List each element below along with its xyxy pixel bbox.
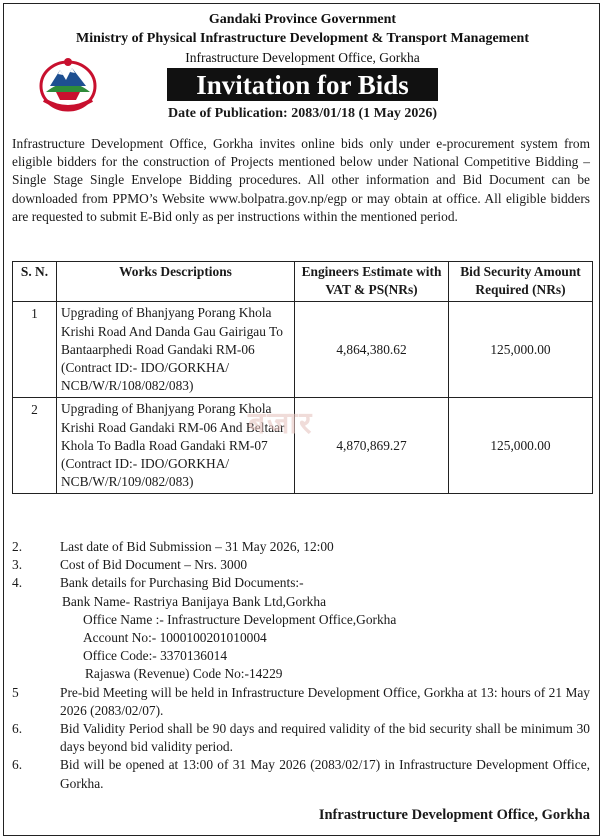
conditions-list — [12, 538, 590, 793]
list-item — [12, 720, 590, 756]
item-text: Pre-bid Meeting will be held in Infrastructure Development Office, Gorkha at 13: hours of 21 May 2026 (2083/02/07). — [60, 684, 590, 718]
item-text: Cost of Bid Document – Nrs. 3000 — [60, 557, 248, 573]
bank-account-number: Account No:- 1000100201010004 — [83, 630, 267, 646]
bank-name: Bank Name- Rastriya Banijaya Bank Ltd,Gorkha — [62, 593, 327, 609]
list-item — [12, 756, 590, 792]
list-item — [12, 574, 590, 592]
watermark: बजार — [248, 406, 314, 441]
item-number: 3. — [12, 557, 23, 573]
engineers-estimate: 4,870,869.27 — [295, 398, 449, 494]
item-text: Bank details for Purchasing Bid Documents:- — [60, 575, 304, 591]
row-sn: 2 — [13, 398, 57, 494]
list-item — [12, 684, 590, 720]
footer-signature: Infrastructure Development Office, Gorkha — [318, 807, 590, 823]
contract-id: (Contract ID:- IDO/GORKHA/ NCB/W/R/108/082/083) — [61, 360, 230, 394]
column-header-security: Bid Security Amount Required (NRs) — [449, 262, 593, 302]
engineers-estimate: 4,864,380.62 — [295, 302, 449, 398]
bid-security: 125,000.00 — [449, 398, 593, 494]
contract-id: (Contract ID:- IDO/GORKHA/ NCB/W/R/109/082/083) — [61, 456, 230, 490]
nepal-emblem-icon — [38, 56, 98, 112]
item-number: 6. — [12, 757, 23, 773]
page-title: Invitation for Bids — [167, 68, 438, 101]
item-text: Bid Validity Period shall be 90 days and required validity of the bid security shall be minimum 30 days beyond bid validity period. — [60, 721, 590, 755]
table-row — [13, 302, 593, 398]
bank-office-name: Office Name :- Infrastructure Development Office,Gorkha — [83, 611, 397, 627]
item-text: Bid will be opened at 13:00 of 31 May 2026 (2083/02/17) in Infrastructure Development Office, Gorkha. — [60, 757, 590, 791]
table-header-row — [13, 262, 593, 302]
work-title: Upgrading of Bhanjyang Porang Khola Krishi Road Gandaki RM-06 And Beltaar Khola To Badla Road Gandaki RM-07 — [61, 401, 285, 453]
column-header-estimate: Engineers Estimate with VAT & PS(NRs) — [295, 262, 449, 302]
intro-paragraph: Infrastructure Development Office, Gorkha invites online bids only under e-procurement system from eligible bidders for the construction of Projects mentioned below under National Competitive Bidding – Single Stage Single Envelope Bidding procedures. All other information and Bid Document can be downloaded from PPMO’s Website www.bolpatra.gov.np/egp or may obtain at office. All eligible bidders are requested to submit E-Bid only as per instructions within the mentioned period. — [12, 136, 590, 224]
publication-date: Date of Publication: 2083/01/18 (1 May 2026) — [167, 106, 438, 121]
ministry-name: Ministry of Physical Infrastructure Development & Transport Management — [76, 31, 529, 46]
government-name: Gandaki Province Government — [208, 12, 397, 27]
bank-office-code: Office Code:- 3370136014 — [83, 648, 228, 664]
item-number: 5 — [12, 684, 19, 700]
column-header-works: Works Descriptions — [57, 262, 295, 302]
item-text: Last date of Bid Submission – 31 May 2026, 12:00 — [60, 539, 334, 554]
revenue-code: Rajaswa (Revenue) Code No:-14229 — [85, 666, 283, 682]
list-item — [12, 556, 590, 574]
list-item — [12, 538, 590, 556]
work-title: Upgrading of Bhanjyang Porang Khola Krishi Road And Danda Gau Gairigau To Bantaarphedi Road Gandaki RM-06 — [61, 305, 283, 357]
item-number: 6. — [12, 721, 23, 737]
row-sn: 1 — [13, 302, 57, 398]
office-name: Infrastructure Development Office, Gorkha — [185, 50, 420, 65]
column-header-sn: S. N. — [13, 262, 57, 302]
item-number: 2. — [12, 539, 23, 554]
bid-security: 125,000.00 — [449, 302, 593, 398]
bids-table — [12, 261, 593, 494]
work-description — [57, 302, 295, 398]
item-number: 4. — [12, 575, 23, 591]
